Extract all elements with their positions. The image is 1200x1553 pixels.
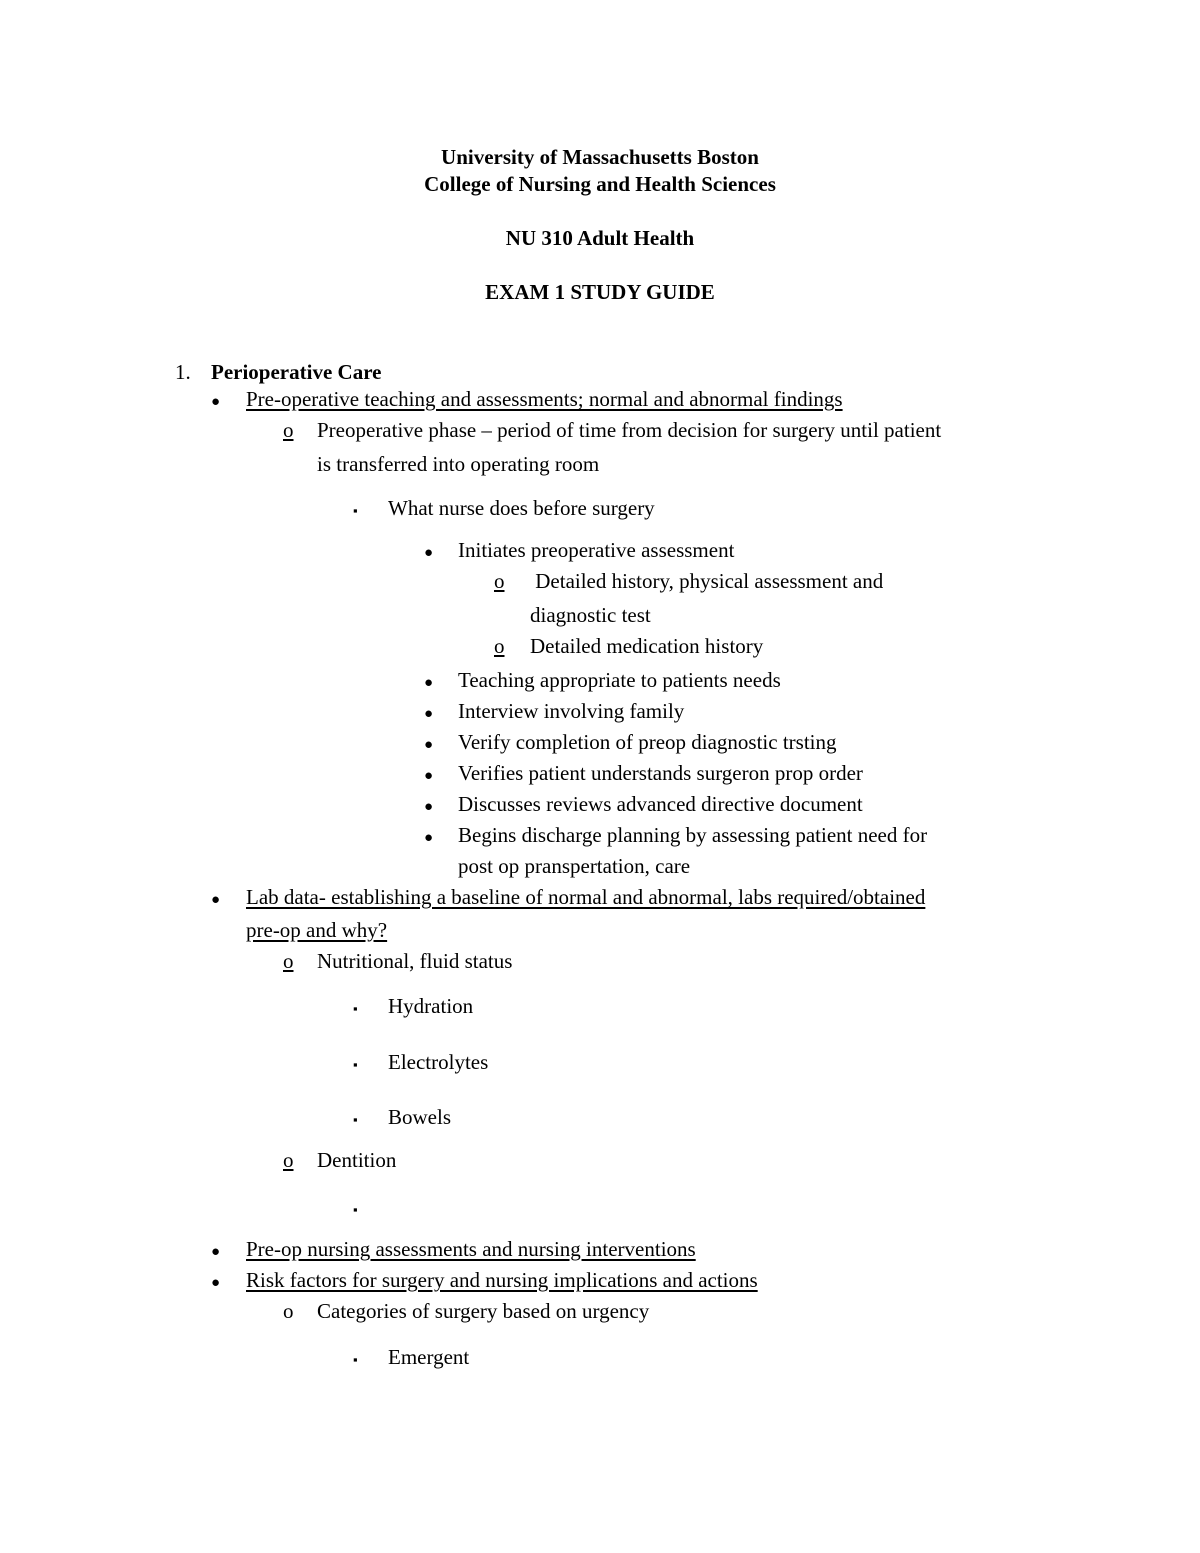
square-marker: ▪	[353, 503, 358, 518]
list-item: o Detailed history, physical assessment and	[494, 569, 884, 593]
square-marker: ▪	[353, 1001, 358, 1016]
circle-marker: o	[494, 569, 505, 593]
college-name: College of Nursing and Health Sciences	[424, 172, 776, 196]
list-item: o Preoperative phase – period of time from decision for surgery until patient	[283, 418, 942, 442]
circle-marker: o	[283, 949, 294, 973]
list-item-continuation: post op pranspertation, care	[458, 854, 691, 878]
list-item-continuation: is transferred into operating room	[317, 452, 600, 476]
square-marker: ▪	[353, 1112, 358, 1127]
bullet-marker: ●	[424, 799, 434, 815]
bullet-marker: ●	[424, 768, 434, 784]
list-item: ● Verify completion of preop diagnostic trsting	[424, 730, 837, 754]
document-title: EXAM 1 STUDY GUIDE	[485, 280, 715, 304]
list-item: ▪ Emergent	[353, 1345, 470, 1369]
list-item: ● Interview involving family	[424, 699, 685, 723]
list-item: ● Initiates preoperative assessment	[424, 538, 735, 562]
list-item: ▪ Electrolytes	[353, 1050, 489, 1074]
list-item: ● Verifies patient understands surgeron prop order	[424, 761, 863, 785]
university-name: University of Massachusetts Boston	[441, 145, 759, 169]
square-marker: ▪	[353, 1352, 358, 1367]
square-marker: ▪	[353, 1057, 358, 1072]
bullet-marker: ●	[424, 706, 434, 722]
bullet-marker: ●	[211, 394, 221, 410]
bullet-marker: ●	[211, 892, 221, 908]
list-item: ● Pre-operative teaching and assessments; normal and abnormal findings	[211, 387, 843, 411]
list-item: ▪ Bowels	[353, 1105, 451, 1129]
list-item-continuation: pre-op and why?	[246, 918, 388, 942]
list-item: o Nutritional, fluid status	[283, 949, 513, 973]
circle-marker: o	[494, 634, 505, 658]
section-number: 1.	[175, 360, 191, 384]
list-item: ● Discusses reviews advanced directive document	[424, 792, 863, 816]
circle-marker: o	[283, 1299, 294, 1323]
list-item: o Categories of surgery based on urgency	[283, 1299, 650, 1323]
list-item: o Detailed medication history	[494, 634, 764, 658]
bullet-marker: ●	[211, 1244, 221, 1260]
square-marker: ▪	[353, 1202, 358, 1217]
bullet-marker: ●	[424, 737, 434, 753]
list-item: ● Teaching appropriate to patients needs	[424, 668, 781, 692]
list-item: ▪ Hydration	[353, 994, 474, 1018]
list-item: ● Pre-op nursing assessments and nursing interventions	[211, 1237, 696, 1261]
circle-marker: o	[283, 1148, 294, 1172]
list-item: o Dentition	[283, 1148, 397, 1172]
list-item	[353, 1197, 388, 1218]
bullet-marker: ●	[424, 545, 434, 561]
list-item-continuation: diagnostic test	[530, 603, 651, 627]
list-item: ● Begins discharge planning by assessing patient need for	[424, 823, 928, 847]
list-item: ● Risk factors for surgery and nursing implications and actions	[211, 1268, 758, 1292]
section-title: Perioperative Care	[211, 360, 382, 384]
bullet-marker: ●	[424, 675, 434, 691]
list-item: ● Lab data- establishing a baseline of normal and abnormal, labs required/obtained	[211, 885, 926, 909]
course-title: NU 310 Adult Health	[505, 226, 695, 250]
bullet-marker: ●	[211, 1275, 221, 1291]
bullet-marker: ●	[424, 830, 434, 846]
list-item: ▪ What nurse does before surgery	[353, 496, 655, 520]
circle-marker: o	[283, 418, 294, 442]
